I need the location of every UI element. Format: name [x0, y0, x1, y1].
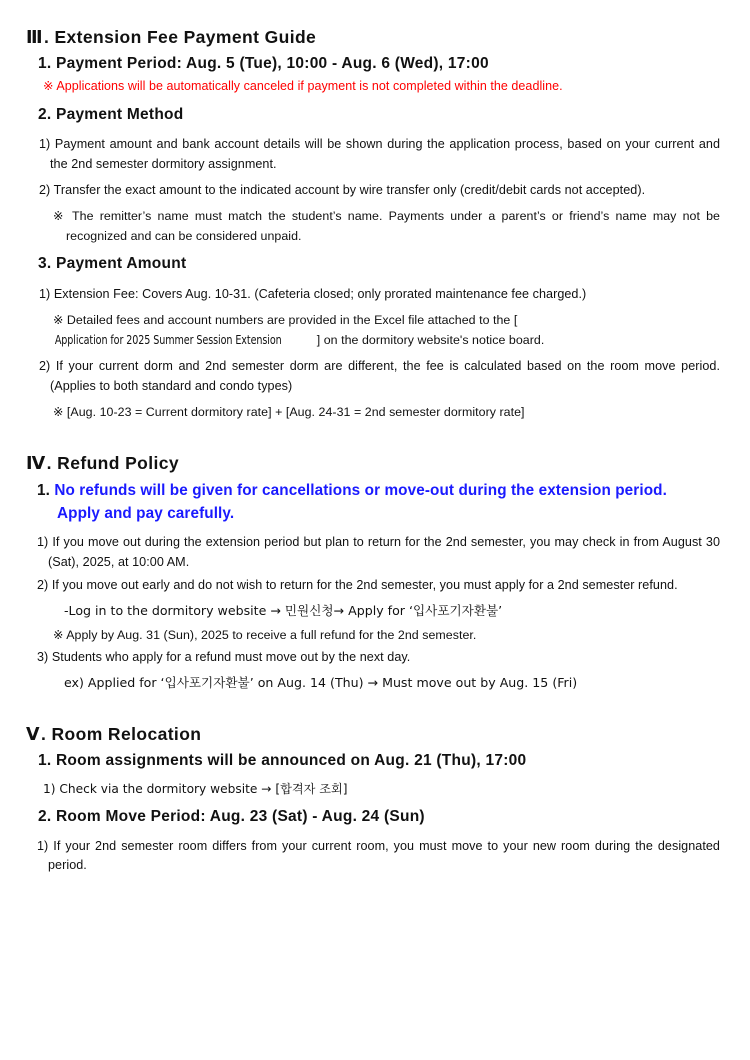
refund-sub-2-detail: -Log in to the dormitory website → 민원신청→ Apply for ‘입사포기자환불’	[64, 602, 503, 618]
payment-method-heading: 2. Payment Method	[38, 105, 184, 123]
payment-amount-note-1	[26, 311, 730, 351]
section-numeral-5: Ⅴ	[26, 724, 40, 745]
payment-method-sub-2: 2) Transfer the exact amount to the indicated account by wire transfer only (credit/debit cards not accepted).	[39, 183, 646, 198]
section-numeral-3: Ⅲ	[26, 27, 43, 47]
section-payment-guide	[26, 26, 730, 422]
section-title-refund-policy: . Refund Policy	[46, 453, 180, 474]
payment-amount-sub-2: 2) If your current dorm and 2nd semester dorm are different, the fee is calculated based on the room move period. (Applies to both standard and condo types)	[39, 358, 720, 393]
payment-period-warning: ※ Applications will be automatically canceled if payment is not completed within the deadline.	[43, 79, 563, 94]
refund-sub-3: 3) Students who apply for a refund must move out by the next day.	[37, 650, 411, 665]
room-assignment-heading: 1. Room assignments will be announced on Aug. 21 (Thu), 17:00	[38, 751, 527, 769]
payment-amount-sub-1: 1) Extension Fee: Covers Aug. 10-31. (Cafeteria closed; only prorated maintenance fee charged.)	[39, 286, 587, 301]
section-heading-room-relocation	[26, 723, 730, 747]
section-numeral-4: Ⅳ	[26, 453, 46, 474]
refund-sub-2: 2) If you move out early and do not wish to return for the 2nd semester, you must apply for a 2nd semester refund.	[37, 577, 678, 592]
section-heading-refund-policy	[26, 452, 730, 476]
attached-file-title: Application for 2025 Summer Session Extension	[54, 332, 282, 348]
section-title-payment-guide: . Extension Fee Payment Guide	[43, 27, 317, 47]
section-room-relocation	[26, 723, 730, 876]
refund-note: ※ Apply by Aug. 31 (Sun), 2025 to receive a full refund for the 2nd semester.	[53, 627, 477, 642]
section-refund-policy	[26, 452, 730, 693]
room-assignment-sub-1: 1) Check via the dormitory website → [합격자 조회]	[43, 782, 348, 797]
refund-item-number: 1.	[37, 481, 50, 499]
payment-amount-note-1-after: ] on the dormitory website's notice board.	[316, 333, 545, 348]
refund-no-refunds-line-2: Apply and pay carefully.	[57, 505, 235, 523]
payment-amount-note-2: ※ [Aug. 10-23 = Current dormitory rate] + [Aug. 24-31 = 2nd semester dormitory rate]	[53, 404, 525, 419]
refund-no-refunds-text-1: No refunds will be given for cancellations or move-out during the extension period.	[54, 481, 667, 499]
payment-amount-note-1-before: ※ Detailed fees and account numbers are provided in the Excel file attached to the [	[53, 312, 518, 327]
refund-sub-3-example: ex) Applied for ‘입사포기자환불’ on Aug. 14 (Thu) → Must move out by Aug. 15 (Fri)	[64, 675, 578, 691]
payment-method-sub-1: 1) Payment amount and bank account details will be shown during the application process, based on your current and the 2nd semester dormitory assignment.	[39, 137, 720, 172]
room-move-period-heading: 2. Room Move Period: Aug. 23 (Sat) - Aug. 24 (Sun)	[38, 808, 425, 826]
room-move-sub-1: 1) If your 2nd semester room differs from your current room, you must move to your new room during the designated period.	[37, 838, 720, 873]
refund-sub-1: 1) If you move out during the extension period but plan to return for the 2nd semester, you may check in from August 30 (Sat), 2025, at 10:00 AM.	[37, 535, 720, 570]
payment-method-note: ※ The remitter’s name must match the student’s name. Payments under a parent’s or friend’s name may not be recognized and can be considered unpaid.	[53, 208, 720, 243]
payment-period-heading: 1. Payment Period: Aug. 5 (Tue), 10:00 - Aug. 6 (Wed), 17:00	[38, 54, 489, 72]
section-title-room-relocation: . Room Relocation	[40, 724, 202, 745]
payment-amount-heading: 3. Payment Amount	[38, 255, 187, 273]
refund-no-refunds-line-1	[26, 479, 730, 503]
section-heading-payment-guide	[26, 26, 730, 50]
